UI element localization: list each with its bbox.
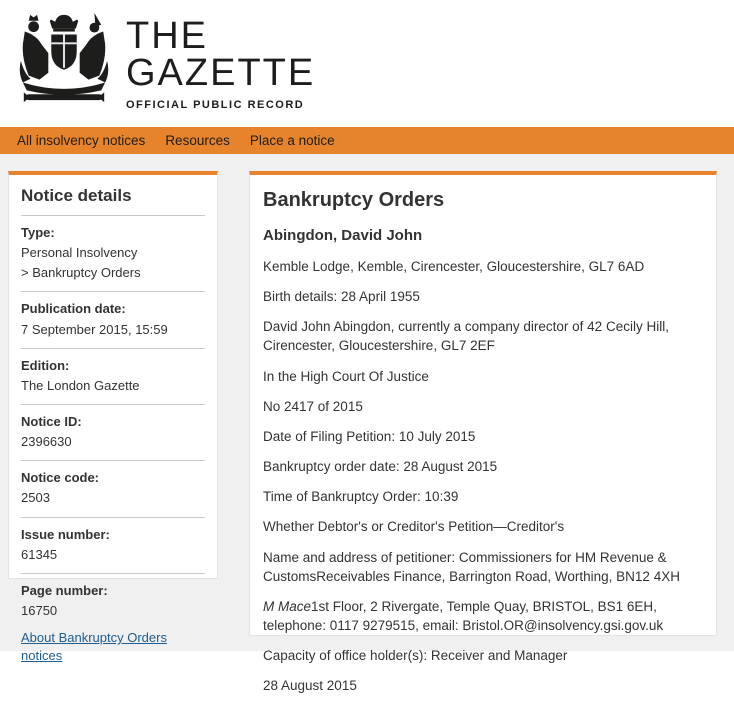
nav-link-place-a-notice[interactable]: Place a notice bbox=[249, 133, 335, 148]
notice-paragraph-address: Kemble Lodge, Kemble, Cirencester, Gloucestershire, GL7 6AD bbox=[263, 259, 645, 274]
notice-paragraph-order-date: Bankruptcy order date: 28 August 2015 bbox=[263, 459, 498, 475]
notice-paragraph-order-time: Time of Bankruptcy Order: 10:39 bbox=[263, 489, 459, 505]
field-edition bbox=[21, 349, 205, 405]
field-value: 16750 bbox=[21, 602, 58, 618]
notice-details-panel bbox=[8, 171, 218, 664]
field-value: 2396630 bbox=[21, 434, 72, 450]
notice-paragraph-capacity: Capacity of office holder(s): Receiver and Manager bbox=[263, 648, 568, 664]
field-label: Notice code: bbox=[21, 470, 100, 486]
field-issue-number bbox=[21, 518, 205, 574]
notice-category-title: Bankruptcy Orders bbox=[263, 189, 445, 211]
royal-coat-of-arms-icon bbox=[12, 10, 116, 108]
notice-details-title: Notice details bbox=[21, 184, 205, 216]
field-value: 2503 bbox=[21, 490, 50, 506]
field-value: Personal Insolvency bbox=[21, 245, 138, 261]
field-label: Notice ID: bbox=[21, 413, 82, 429]
field-page-number bbox=[21, 574, 205, 625]
field-label: Page number: bbox=[21, 582, 108, 598]
notice-body-panel bbox=[249, 171, 717, 694]
notice-paragraph-case-number: No 2417 of 2015 bbox=[263, 398, 363, 414]
field-value: 7 September 2015, 15:59 bbox=[21, 321, 168, 337]
notice-paragraph-court: In the High Court Of Justice bbox=[263, 368, 429, 384]
field-value: The London Gazette bbox=[21, 377, 140, 393]
field-label: Publication date: bbox=[21, 301, 126, 317]
field-label: Issue number: bbox=[21, 526, 110, 542]
office-holder-name: M Mace bbox=[263, 598, 312, 614]
nav-link-resources[interactable]: Resources bbox=[165, 133, 230, 148]
field-value: > Bankruptcy Orders bbox=[21, 265, 141, 281]
primary-navbar bbox=[0, 127, 734, 154]
office-holder-contact: 1st Floor, 2 Rivergate, Temple Quay, BRISTOL, BS1 6EH, telephone: 0117 9279515, email: Bristol.OR@insolvency.gsi.gov.uk bbox=[263, 598, 664, 634]
royal-coat-of-arms-logo[interactable] bbox=[12, 10, 116, 110]
field-value: 61345 bbox=[21, 546, 58, 562]
field-notice-id bbox=[21, 405, 205, 461]
nav-link-all-insolvency-notices[interactable]: All insolvency notices bbox=[17, 133, 146, 148]
brand-title-line2: GAZETTE bbox=[126, 52, 316, 94]
notice-paragraph-date: 28 August 2015 bbox=[263, 678, 357, 694]
brand-tagline: OFFICIAL PUBLIC RECORD bbox=[126, 99, 305, 111]
field-type bbox=[21, 216, 205, 292]
notice-paragraph-occupation: David John Abingdon, currently a company director of 42 Cecily Hill, Cirencester, Gloucestershire, GL7 2EF bbox=[263, 319, 669, 354]
notice-paragraph-birth-details: Birth details: 28 April 1955 bbox=[263, 289, 420, 305]
field-notice-code bbox=[21, 461, 205, 517]
field-label: Type: bbox=[21, 225, 55, 240]
field-publication-date bbox=[21, 292, 205, 348]
site-header bbox=[0, 0, 734, 127]
notice-paragraph-office-holder bbox=[263, 597, 703, 635]
content-area bbox=[0, 154, 734, 694]
about-bankruptcy-orders-link[interactable]: About Bankruptcy Orders notices bbox=[21, 630, 167, 664]
notice-paragraph-filing-date: Date of Filing Petition: 10 July 2015 bbox=[263, 428, 476, 444]
brand-title-line1: THE bbox=[126, 15, 208, 57]
notice-paragraph-petitioner: Name and address of petitioner: Commissioners for HM Revenue & CustomsReceivables Finance, Barrington Road, Worthing, BN12 4XH bbox=[263, 549, 680, 584]
notice-paragraph-petition-type: Whether Debtor's or Creditor's Petition—Creditor's bbox=[263, 519, 565, 535]
field-label: Edition: bbox=[21, 357, 70, 373]
notice-subject-name: Abingdon, David John bbox=[263, 227, 423, 244]
brand-block bbox=[126, 10, 315, 111]
